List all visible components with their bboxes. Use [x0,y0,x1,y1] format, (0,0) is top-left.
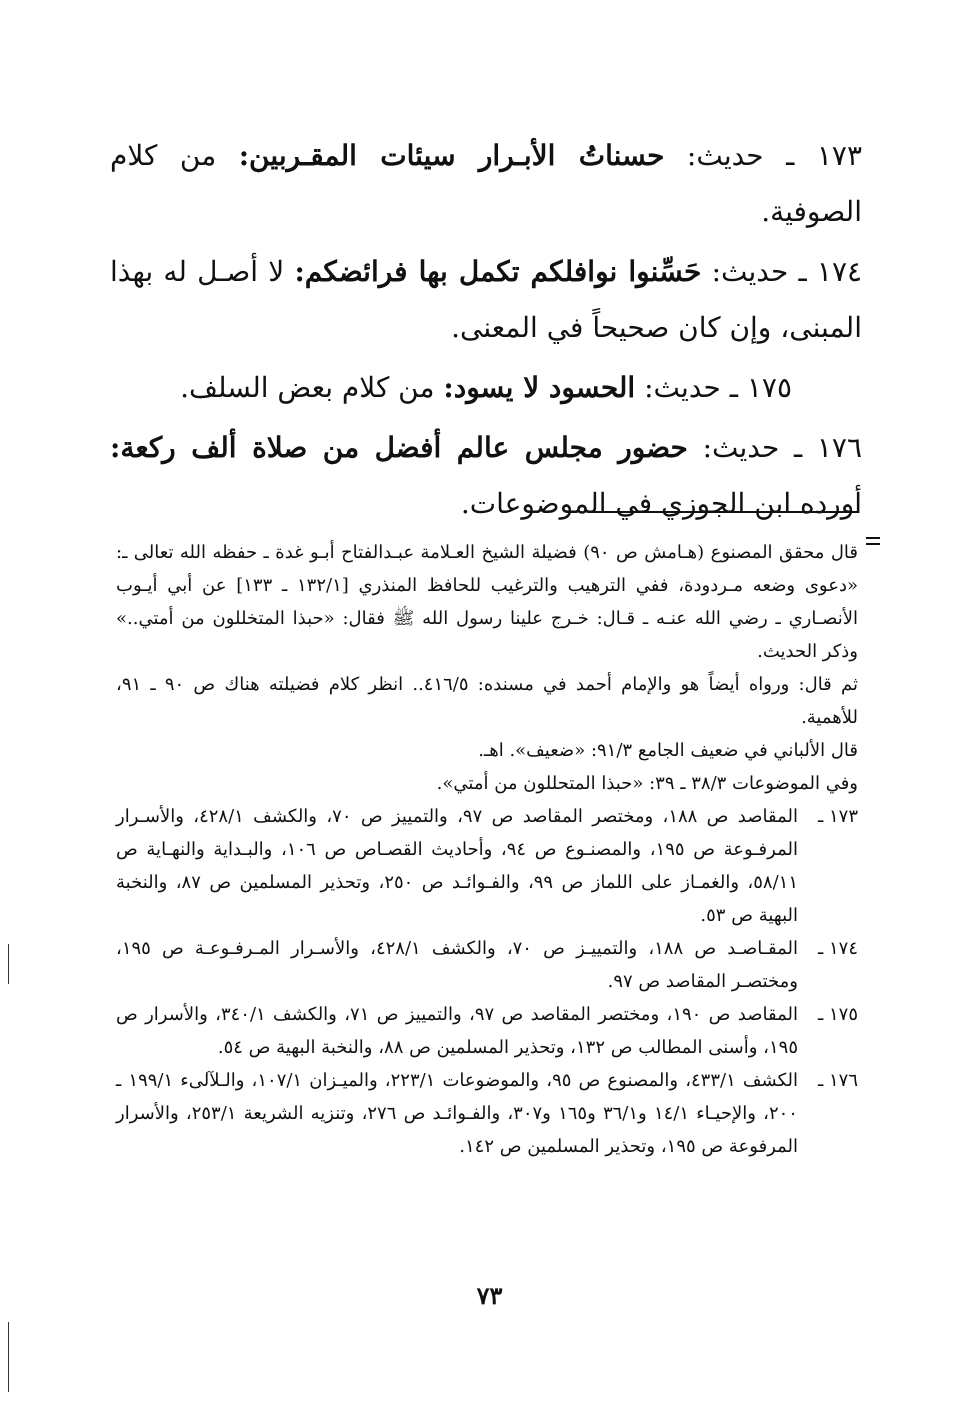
entry-176 [110,420,862,532]
footnote-175 [116,998,858,1064]
footnote-paragraph: قال الألباني في ضعيف الجامع ٩١/٣: «ضعيف». اهـ. [478,740,858,761]
footnote-text: المقاصد ص ١٩٠، ومختصر المقاصد ص ٩٧، والتمييز ص ٧١، والكشف ٣٤٠/١، والأسرار ص ١٩٥، وأسنى المطالب ص ١٣٢، وتحذير المسلمين ص ٨٨، والنخبة البهية ص ٥٤. [116,1004,799,1058]
entry-number: ١٧٤ ـ [798,255,863,288]
footnote-text: المقاصد ص ١٨٨، ومختصر المقاصد ص ٩٧، والتمييز ص ٧٠، والكشف ٤٢٨/١، والأسـرار المرفـوعة ص ١٩٥، والمصنـوع ص ٩٤، وأحاديث القصـاص ص ١٠٦، والبـداية والنهـاية ص ٥٨/١١، والغمـاز على اللماز ص ٩٩، والفـوائـد ص ٢٥٠، وتحذير المسلمين ص ٨٧، والنخبة البهية ص ٥٣. [116,806,798,926]
footnote-174 [116,932,858,998]
footnote-text: الكشف ٤٣٣/١، والمصنوع ص ٩٥، والموضوعات ٢٢٣/١، والميـزان ١٠٧/١، والـلآلىء ١٩٩/١ ـ ٢٠٠، والإحيـاء ١٤/١ و٣٦/١ و١٦٥ و٣٠٧، والفـوائـد ص ٢٧٦، وتنزيه الشريعة ٢٥٣/١، والأسرار المرفوعة ص ١٩٥، وتحذير المسلمين ص ١٤٢. [116,1070,799,1157]
entry-173 [110,128,862,240]
entry-label: حديث: [711,255,789,288]
footnotes [116,536,858,1163]
footnote-paragraph: قال محقق المصنوع (هـامش ص ٩٠) فضيلة الشيخ العـلامة عبـدالفتاح أبـو غدة ـ حفظه الله تعالى ـ: «دعوى وضعه مـردودة، ففي الترهيب والترغيب للحافظ المنذري [١٣٢/١ ـ ١٣٣] عن أبي أيـوب الأنصـاري ـ رضي الله عنـه ـ قـال: خـرج علينا رسول الله ﷺ فقال: «حبذا المتخللون من أمتي..» وذكر الحديث. [116,542,859,662]
footnote-separator [590,511,858,513]
entry-label: حديث: [686,139,764,172]
main-text [110,128,862,532]
hadith-ruling: أورده ابن الجوزي في الموضوعات. [460,487,862,520]
hadith-ruling: من كلام الصوفية. [110,139,862,228]
scan-edge-line [8,1322,9,1392]
entry-label: حديث: [644,371,721,404]
entry-number: ١٧٥ ـ [729,371,792,404]
entry-174 [110,244,862,356]
footnote-paragraph: ثم قال: ورواه أيضاً هو والإمام أحمد في مسنده: ٤١٦/٥.. انظر كلام فضيلته هناك ص ٩٠ ـ ٩١، للأهمية. [116,674,858,728]
footnote-number: ١٧٤ ـ [818,938,859,959]
footnote-text: المقـاصـد ص ١٨٨، والتمييـز ص ٧٠، والكشف ٤٢٨/١، والأسـرار المـرفـوعـة ص ١٩٥، ومختصـر المقاصد ص ٩٧. [116,938,799,992]
footnote-173 [116,800,858,932]
entry-number: ١٧٣ ـ [786,139,862,172]
entry-175 [110,360,862,416]
hadith-text: حَسِّنوا نوافلكم تكمل بها فرائضكم: [294,255,702,288]
footnote-number: ١٧٣ ـ [817,806,858,827]
footnote-176 [116,1064,858,1163]
hadith-text: حضور مجلس عالم أفضل من صلاة ألف ركعة: [110,431,688,464]
footnote-marker [866,537,880,539]
footnote-paragraph: وفي الموضوعات ٣٨/٣ ـ ٣٩: «حبذا المتحللون من أمتي». [436,773,858,794]
hadith-ruling: لا أصـل له بهذا المبنى، وإن كان صحيحاً في المعنى. [110,255,862,344]
entry-label: حديث: [702,431,780,464]
scan-edge-line [8,944,9,984]
hadith-text: حسناتُ الأبـرار سيئات المقـربين: [238,139,665,172]
hadith-text: الحسود لا يسود: [443,371,636,404]
hadith-ruling: من كلام بعض السلف. [180,371,435,404]
page-number: ٧٣ [476,1281,503,1310]
footnote-number: ١٧٦ ـ [818,1070,859,1091]
entry-number: ١٧٦ ـ [793,431,862,464]
footnote-number: ١٧٥ ـ [818,1004,859,1025]
